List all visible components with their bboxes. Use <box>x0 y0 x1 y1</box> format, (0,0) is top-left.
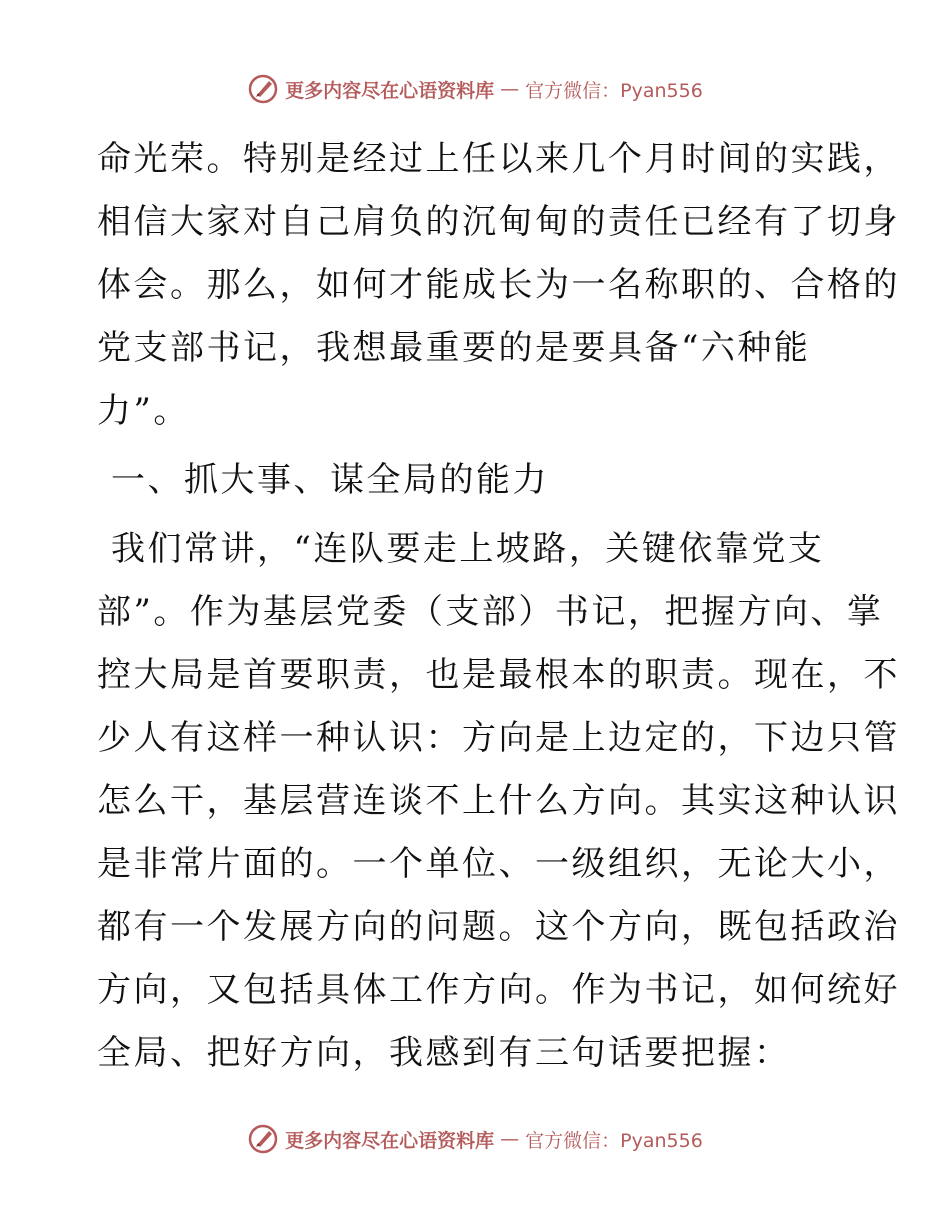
pen-logo-icon <box>247 73 279 105</box>
footer-watermark <box>0 1122 950 1156</box>
text-line: 都有一个发展方向的问题。这个方向，既包括政治 <box>97 907 900 947</box>
pen-logo-icon <box>247 1123 279 1155</box>
paragraph-1 <box>97 128 900 443</box>
text-line: 体会。那么，如何才能成长为一名称职的、合格的 <box>97 265 900 305</box>
text-line: 是非常片面的。一个单位、一级组织，无论大小， <box>97 844 900 884</box>
text-line: 方向，又包括具体工作方向。作为书记，如何统好 <box>97 970 900 1010</box>
text-line: 力”。 <box>97 391 190 431</box>
watermark-dash: — <box>500 1128 520 1150</box>
watermark-sub-text: 官方微信：Pyan556 <box>525 1129 703 1152</box>
text-line: 控大局是首要职责，也是最根本的职责。现在，不 <box>97 655 900 695</box>
text-line: 我们常讲，“连队要走上坡路，关键依靠党支 <box>111 529 825 569</box>
text-line: 少人有这样一种认识：方向是上边定的，下边只管 <box>97 718 900 758</box>
paragraph-2 <box>97 518 900 1085</box>
header-watermark <box>0 72 950 106</box>
watermark-main-text: 更多内容尽在心语资料库 <box>285 79 495 102</box>
text-line: 怎么干，基层营连谈不上什么方向。其实这种认识 <box>97 781 900 821</box>
watermark-main-text: 更多内容尽在心语资料库 <box>285 1129 495 1152</box>
text-line: 命光荣。特别是经过上任以来几个月时间的实践， <box>97 139 900 179</box>
text-line: 相信大家对自己肩负的沉甸甸的责任已经有了切身 <box>97 202 900 242</box>
text-line: 全局、把好方向，我感到有三句话要把握： <box>97 1033 791 1073</box>
text-line: 部”。作为基层党委（支部）书记，把握方向、掌 <box>97 592 884 632</box>
text-line: 党支部书记，我想最重要的是要具备“六种能 <box>97 328 811 368</box>
section-heading: 一、抓大事、谋全局的能力 <box>111 460 549 500</box>
watermark-sub-text: 官方微信：Pyan556 <box>525 79 703 102</box>
document-body <box>97 128 900 1085</box>
watermark-dash: — <box>500 78 520 100</box>
